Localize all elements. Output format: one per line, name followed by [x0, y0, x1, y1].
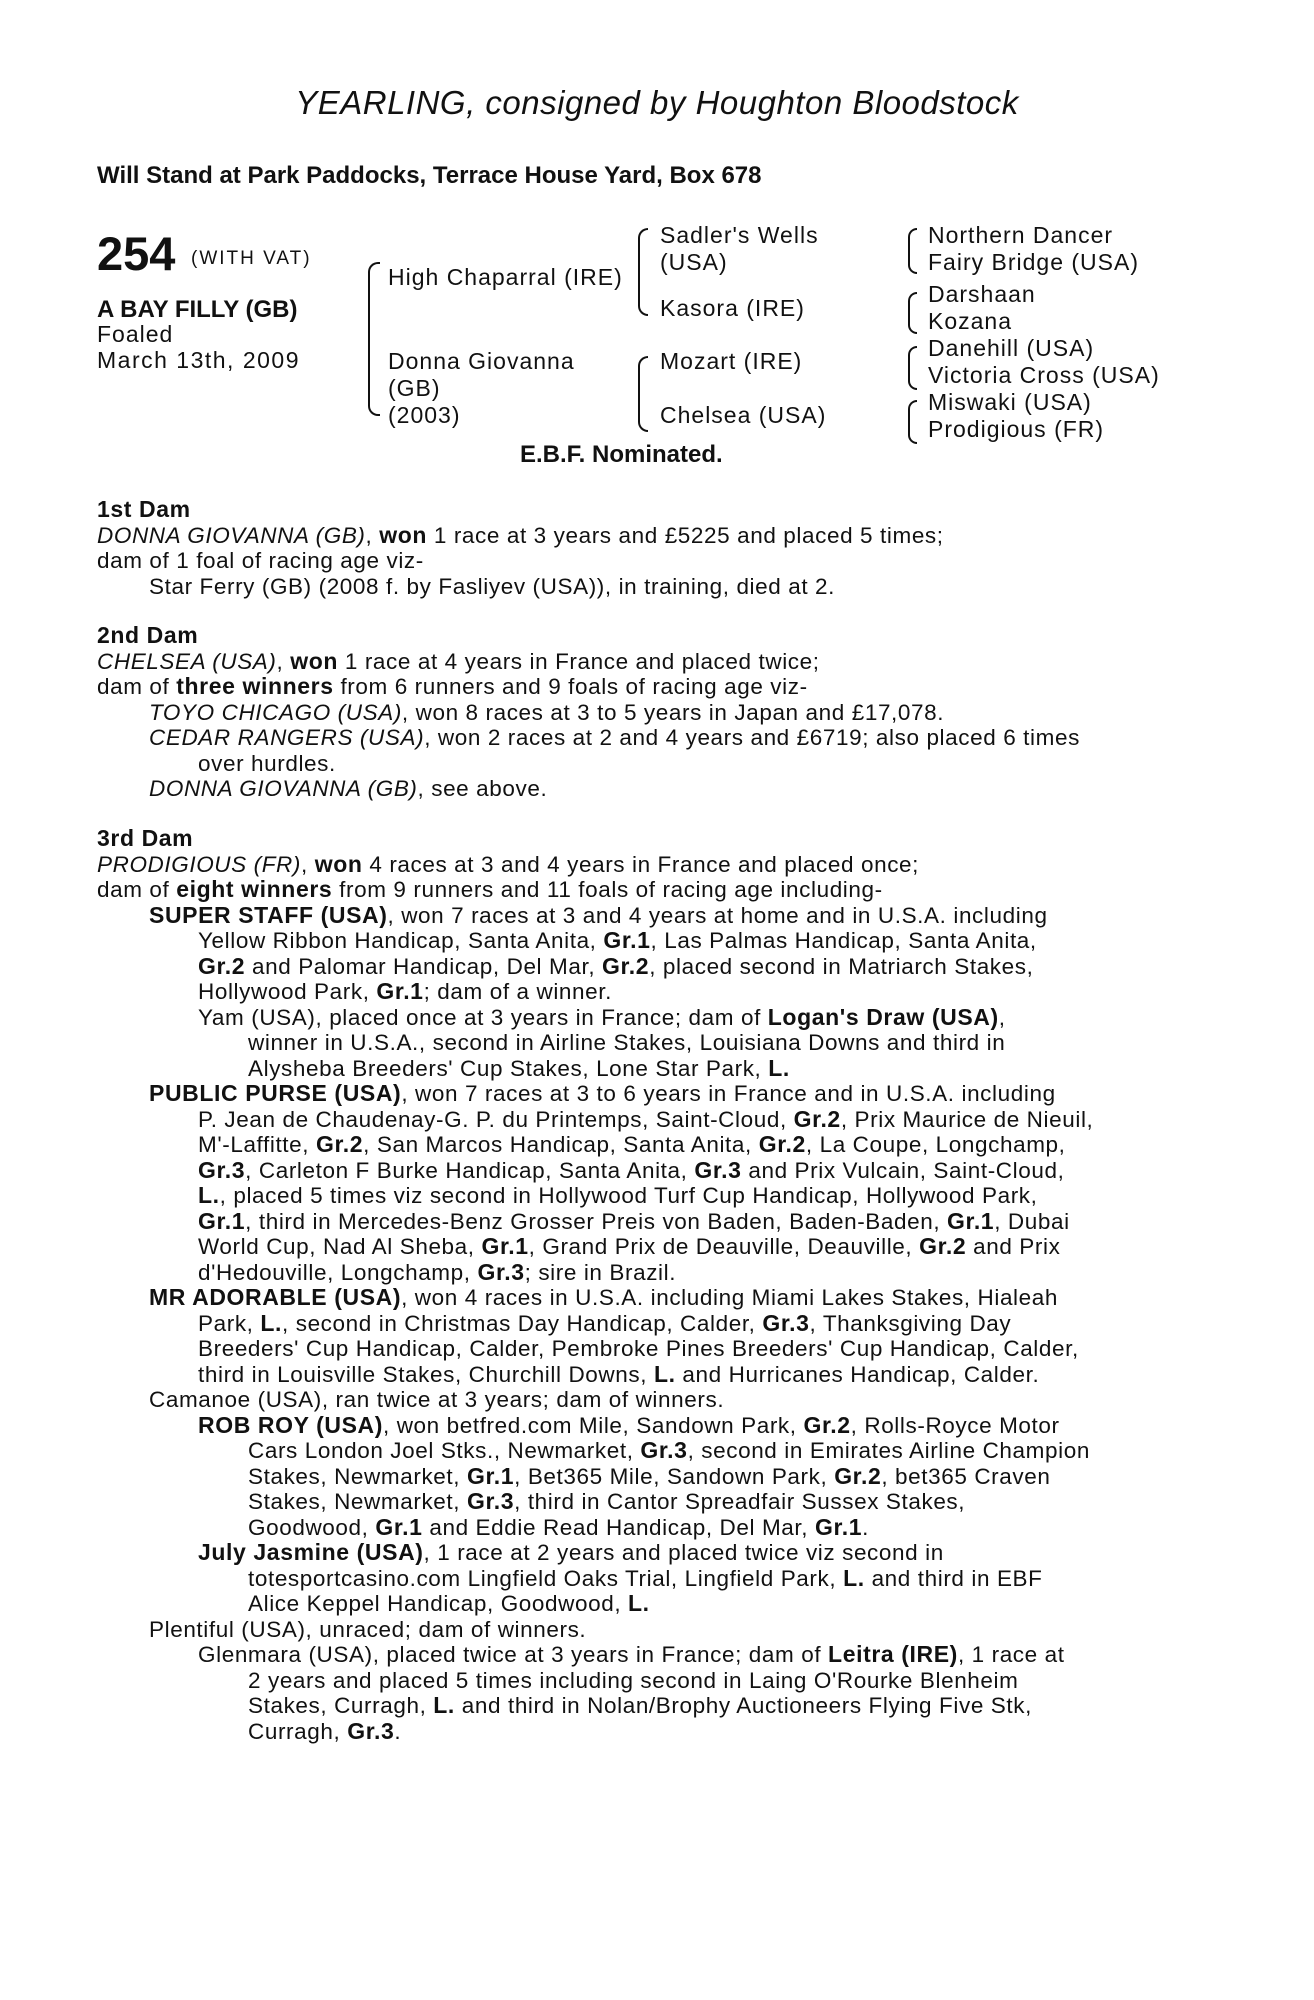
text: , San Marcos Handicap, Santa Anita, — [363, 1132, 759, 1157]
produce-line-cont — [97, 928, 1202, 954]
produce-line — [97, 1413, 1202, 1439]
text: , Las Palmas Handicap, Santa Anita, — [650, 928, 1037, 953]
grade: Gr.3 — [466, 1489, 515, 1514]
text: and Prix Vulcain, Saint-Cloud, — [741, 1157, 1065, 1183]
text: , won 4 races in U.S.A. including Miami Lakes Stakes, Hialeah — [401, 1285, 1058, 1310]
text: , placed second in Matriarch Stakes, — [649, 953, 1034, 979]
produce-line-cont: 2 years and placed 5 times including second in Laing O'Rourke Blenheim — [248, 1667, 1019, 1693]
text: P. Jean de Chaudenay-G. P. du Printemps, Saint-Cloud, — [198, 1106, 794, 1132]
grade: Gr.1 — [376, 979, 424, 1004]
stand-location: Will Stand at Park Paddocks, Terrace House Yard, Box 678 — [97, 162, 762, 189]
text: ; dam of a winner. — [423, 979, 612, 1004]
pedigree-dds: Miswaki (USA) — [928, 389, 1092, 415]
produce-line-cont — [97, 1515, 1202, 1541]
won-label: won — [379, 522, 428, 548]
text: and third in EBF — [864, 1565, 1043, 1591]
produce-intro — [97, 877, 1202, 903]
produce-intro — [97, 674, 1202, 700]
text: , Rolls-Royce Motor — [850, 1412, 1060, 1438]
produce-line: Plentiful (USA), unraced; dam of winners. — [149, 1616, 587, 1642]
grade: Gr.3 — [762, 1310, 810, 1336]
pedigree-dsd: Victoria Cross (USA) — [928, 362, 1160, 388]
pedigree-ssd: Fairy Bridge (USA) — [928, 249, 1139, 275]
horse-name: A BAY FILLY (GB) — [97, 296, 298, 323]
pedigree-brace-ds — [908, 346, 917, 390]
catalogue-header: YEARLING, consigned by Houghton Bloodstock — [295, 84, 1019, 121]
grade: Gr.3 — [694, 1157, 742, 1183]
grade: L. — [198, 1183, 220, 1208]
produce-line — [97, 1285, 1202, 1311]
text: ; sire in Brazil. — [524, 1259, 677, 1285]
text: , — [998, 1004, 1006, 1030]
pedigree-brace-main — [368, 262, 380, 416]
text: Alysheba Breeders' Cup Stakes, Lone Star Park, — [248, 1055, 769, 1081]
text: dam of — [97, 674, 177, 699]
grade: L. — [260, 1310, 283, 1336]
pedigree-brace-dam — [638, 356, 648, 432]
grade: Gr.2 — [758, 1132, 806, 1157]
produce-line — [97, 903, 1202, 929]
dam-record-line: CHELSEA (USA), won 1 race at 4 years in France and placed twice; — [97, 648, 820, 674]
horse-name: Logan's Draw (USA) — [767, 1004, 999, 1030]
text: , third in Mercedes-Benz Grosser Preis von Baden, Baden-Baden, — [245, 1208, 948, 1234]
horse-name: DONNA GIOVANNA (GB) — [149, 776, 418, 801]
text: Park, — [198, 1310, 261, 1336]
grade: Gr.2 — [198, 953, 246, 979]
produce-line-cont — [97, 1209, 1202, 1235]
pedigree-brace-ss — [908, 228, 917, 274]
grade: L. — [843, 1565, 865, 1591]
pedigree-dam-dam: Chelsea (USA) — [660, 402, 827, 428]
text: . — [862, 1514, 869, 1540]
text: Alice Keppel Handicap, Goodwood, — [248, 1591, 629, 1616]
produce-line-cont — [97, 1260, 1202, 1286]
horse-name: TOYO CHICAGO (USA) — [149, 699, 402, 725]
grade: L. — [433, 1693, 455, 1718]
text: Stakes, Newmarket, — [248, 1463, 467, 1489]
produce-line — [97, 1642, 1202, 1668]
text: d'Hedouville, Longchamp, — [198, 1259, 478, 1285]
pedigree-sire-sire: Sadler's Wells — [660, 222, 819, 248]
text: Stakes, Newmarket, — [248, 1489, 467, 1514]
second-dam-section — [97, 623, 1202, 802]
horse-name: PUBLIC PURSE (USA) — [149, 1081, 402, 1106]
text: , Prix Maurice de Nieuil, — [840, 1106, 1094, 1132]
won-label: won — [290, 648, 339, 674]
text: , won 7 races at 3 and 4 years at home and in U.S.A. including — [387, 902, 1048, 928]
pedigree-dss: Danehill (USA) — [928, 335, 1095, 361]
produce-line — [97, 1540, 1202, 1566]
won-label: won — [314, 851, 363, 877]
grade: Gr.2 — [602, 953, 650, 979]
text: World Cup, Nad Al Sheba, — [198, 1234, 482, 1259]
text: and Hurricanes Handicap, Calder. — [675, 1361, 1040, 1387]
produce-line — [97, 700, 1202, 726]
horse-name: Leitra (IRE) — [828, 1642, 958, 1667]
pedigree-sire-dam: Kasora (IRE) — [660, 295, 805, 321]
grade: Gr.2 — [803, 1412, 851, 1438]
grade: Gr.2 — [793, 1106, 841, 1132]
produce-line-cont — [97, 954, 1202, 980]
text: and Eddie Read Handicap, Del Mar, — [422, 1514, 815, 1540]
produce-line-cont — [97, 1107, 1202, 1133]
text: from 6 runners and 9 foals of racing age viz- — [333, 674, 808, 699]
text: Yellow Ribbon Handicap, Santa Anita, — [198, 928, 604, 953]
pedigree-ddd: Prodigious (FR) — [928, 416, 1105, 442]
produce-line-cont — [97, 1566, 1202, 1592]
text: from 9 runners and 11 foals of racing age including- — [332, 877, 883, 902]
text: , won 7 races at 3 to 6 years in France and in U.S.A. including — [401, 1081, 1056, 1106]
text: Curragh, — [248, 1718, 348, 1744]
text: , second in Christmas Day Handicap, Calder, — [282, 1310, 763, 1336]
text: M'-Laffitte, — [198, 1132, 316, 1157]
horse-name: SUPER STAFF (USA) — [149, 902, 388, 928]
horse-name: ROB ROY (USA) — [198, 1412, 383, 1438]
produce-line — [97, 776, 1202, 802]
text: , placed 5 times viz second in Hollywood Turf Cup Handicap, Hollywood Park, — [219, 1183, 1038, 1208]
text: totesportcasino.com Lingfield Oaks Trial, Lingfield Park, — [248, 1565, 844, 1591]
grade: Gr.3 — [477, 1259, 525, 1285]
produce-line-cont — [97, 1591, 1202, 1617]
text: , third in Cantor Spreadfair Sussex Stakes, — [514, 1489, 966, 1514]
produce-line-cont — [97, 1438, 1202, 1464]
vat-note: (WITH VAT) — [191, 248, 312, 269]
pedigree-sdd: Kozana — [928, 308, 1013, 334]
text: Yam (USA), placed once at 3 years in France; dam of — [198, 1004, 768, 1030]
text: Goodwood, — [248, 1514, 376, 1540]
produce-line-cont — [97, 1489, 1202, 1515]
grade: Gr.1 — [603, 928, 651, 953]
pedigree-sds: Darshaan — [928, 281, 1036, 307]
dam-name: DONNA GIOVANNA (GB) — [97, 522, 366, 548]
grade: L. — [628, 1591, 650, 1616]
first-dam-section — [97, 497, 1202, 599]
produce-line-cont: over hurdles. — [198, 750, 336, 776]
text: , won 8 races at 3 to 5 years in Japan and £17,078. — [401, 699, 945, 725]
text: . — [394, 1718, 402, 1744]
pedigree-sire: High Chaparral (IRE) — [388, 264, 623, 290]
record-text: 1 race at 3 years and £5225 and placed 5 times; — [427, 522, 944, 548]
produce-line-cont — [97, 1311, 1202, 1337]
text: , Grand Prix de Deauville, Deauville, — [528, 1234, 920, 1259]
grade: Gr.2 — [919, 1234, 967, 1259]
produce-line-cont — [97, 1234, 1202, 1260]
section-heading: 3rd Dam — [97, 826, 194, 851]
produce-line-cont — [97, 1719, 1202, 1745]
produce-line-cont — [97, 1183, 1202, 1209]
winners-count: three winners — [176, 674, 334, 699]
pedigree-dam-country: (GB) — [388, 375, 441, 401]
grade: Gr.1 — [198, 1208, 246, 1234]
foaled-label: Foaled — [97, 321, 174, 347]
ebf-nomination: E.B.F. Nominated. — [520, 441, 723, 468]
produce-line-cont — [97, 1464, 1202, 1490]
lot-number: 254 — [97, 227, 176, 280]
grade: Gr.3 — [198, 1157, 246, 1183]
pedigree-dam-year: (2003) — [388, 402, 461, 428]
dam-name: CHELSEA (USA) — [97, 648, 277, 674]
grade: Gr.3 — [347, 1718, 395, 1744]
text: , won 2 races at 2 and 4 years and £6719; also placed 6 times — [424, 725, 1080, 750]
dam-name: PRODIGIOUS (FR) — [97, 851, 301, 877]
section-heading: 1st Dam — [97, 497, 191, 522]
text: , see above. — [417, 776, 548, 801]
pedigree-brace-sire — [638, 228, 648, 316]
text: , Dubai — [994, 1208, 1070, 1234]
grade: L. — [653, 1361, 676, 1387]
text: , Carleton F Burke Handicap, Santa Anita, — [245, 1157, 695, 1183]
third-dam-section — [97, 826, 1202, 1744]
text: , Thanksgiving Day — [809, 1310, 1012, 1336]
section-heading: 2nd Dam — [97, 623, 199, 648]
dam-record-line: DONNA GIOVANNA (GB), won 1 race at 3 years and £5225 and placed 5 times; — [97, 522, 944, 548]
produce-line-cont — [97, 1056, 1202, 1082]
grade: Gr.2 — [315, 1132, 364, 1157]
grade: Gr.1 — [481, 1234, 529, 1259]
pedigree-dam: Donna Giovanna — [388, 348, 575, 374]
produce-line-cont: winner in U.S.A., second in Airline Stakes, Louisiana Downs and third in — [248, 1030, 1006, 1055]
text: , 1 race at — [957, 1642, 1065, 1667]
text: , won betfred.com Mile, Sandown Park, — [383, 1412, 804, 1438]
text: Cars London Joel Stks., Newmarket, — [248, 1438, 641, 1463]
produce-line-cont — [97, 1158, 1202, 1184]
produce-line — [97, 725, 1202, 751]
produce-line — [97, 1005, 1202, 1031]
grade: L. — [768, 1055, 790, 1081]
pedigree-brace-sd — [908, 292, 917, 334]
text: Glenmara (USA), placed twice at 3 years in France; dam of — [198, 1642, 829, 1667]
pedigree-brace-dd — [908, 400, 917, 444]
produce-line-cont — [97, 979, 1202, 1005]
pedigree-dam-sire: Mozart (IRE) — [660, 348, 803, 374]
dam-record-line: PRODIGIOUS (FR), won 4 races at 3 and 4 years in France and placed once; — [97, 851, 920, 877]
pedigree-sss: Northern Dancer — [928, 222, 1114, 248]
produce-line-cont: Breeders' Cup Handicap, Calder, Pembroke Pines Breeders' Cup Handicap, Calder, — [198, 1336, 1079, 1361]
grade: Gr.1 — [814, 1514, 863, 1540]
produce-line: Camanoe (USA), ran twice at 3 years; dam of winners. — [149, 1387, 725, 1412]
grade: Gr.1 — [466, 1463, 515, 1489]
text: and third in Nolan/Brophy Auctioneers Flying Five Stk, — [454, 1693, 1032, 1718]
text: and Prix — [966, 1234, 1061, 1259]
pedigree-sire-sire-country: (USA) — [660, 249, 728, 275]
text: Stakes, Curragh, — [248, 1693, 434, 1718]
horse-name: July Jasmine (USA) — [198, 1540, 424, 1565]
record-text: 1 race at 4 years in France and placed twice; — [338, 648, 820, 674]
text: , La Coupe, Longchamp, — [805, 1132, 1066, 1157]
produce-line-cont — [97, 1132, 1202, 1158]
produce-line-cont — [97, 1362, 1202, 1388]
horse-name: CEDAR RANGERS (USA) — [149, 725, 425, 750]
produce-line: Star Ferry (GB) (2008 f. by Fasliyev (USA)), in training, died at 2. — [149, 573, 836, 599]
grade: Gr.3 — [640, 1438, 688, 1463]
grade: Gr.1 — [947, 1208, 995, 1234]
text: third in Louisville Stakes, Churchill Downs, — [198, 1361, 654, 1387]
horse-name: MR ADORABLE (USA) — [149, 1285, 402, 1310]
text: and Palomar Handicap, Del Mar, — [245, 953, 603, 979]
text: Hollywood Park, — [198, 979, 377, 1004]
text: dam of — [97, 877, 177, 902]
winners-count: eight winners — [176, 877, 333, 902]
text: , 1 race at 2 years and placed twice viz second in — [423, 1540, 944, 1565]
text: , second in Emirates Airline Champion — [687, 1438, 1090, 1463]
record-text: 4 races at 3 and 4 years in France and placed once; — [362, 851, 920, 877]
text: , Bet365 Mile, Sandown Park, — [514, 1463, 835, 1489]
grade: Gr.2 — [834, 1463, 882, 1489]
produce-intro: dam of 1 foal of racing age viz- — [97, 548, 424, 573]
produce-line-cont — [97, 1693, 1202, 1719]
foaling-date: March 13th, 2009 — [97, 347, 301, 373]
grade: Gr.1 — [375, 1514, 423, 1540]
text: , bet365 Craven — [881, 1463, 1051, 1489]
produce-line — [97, 1081, 1202, 1107]
